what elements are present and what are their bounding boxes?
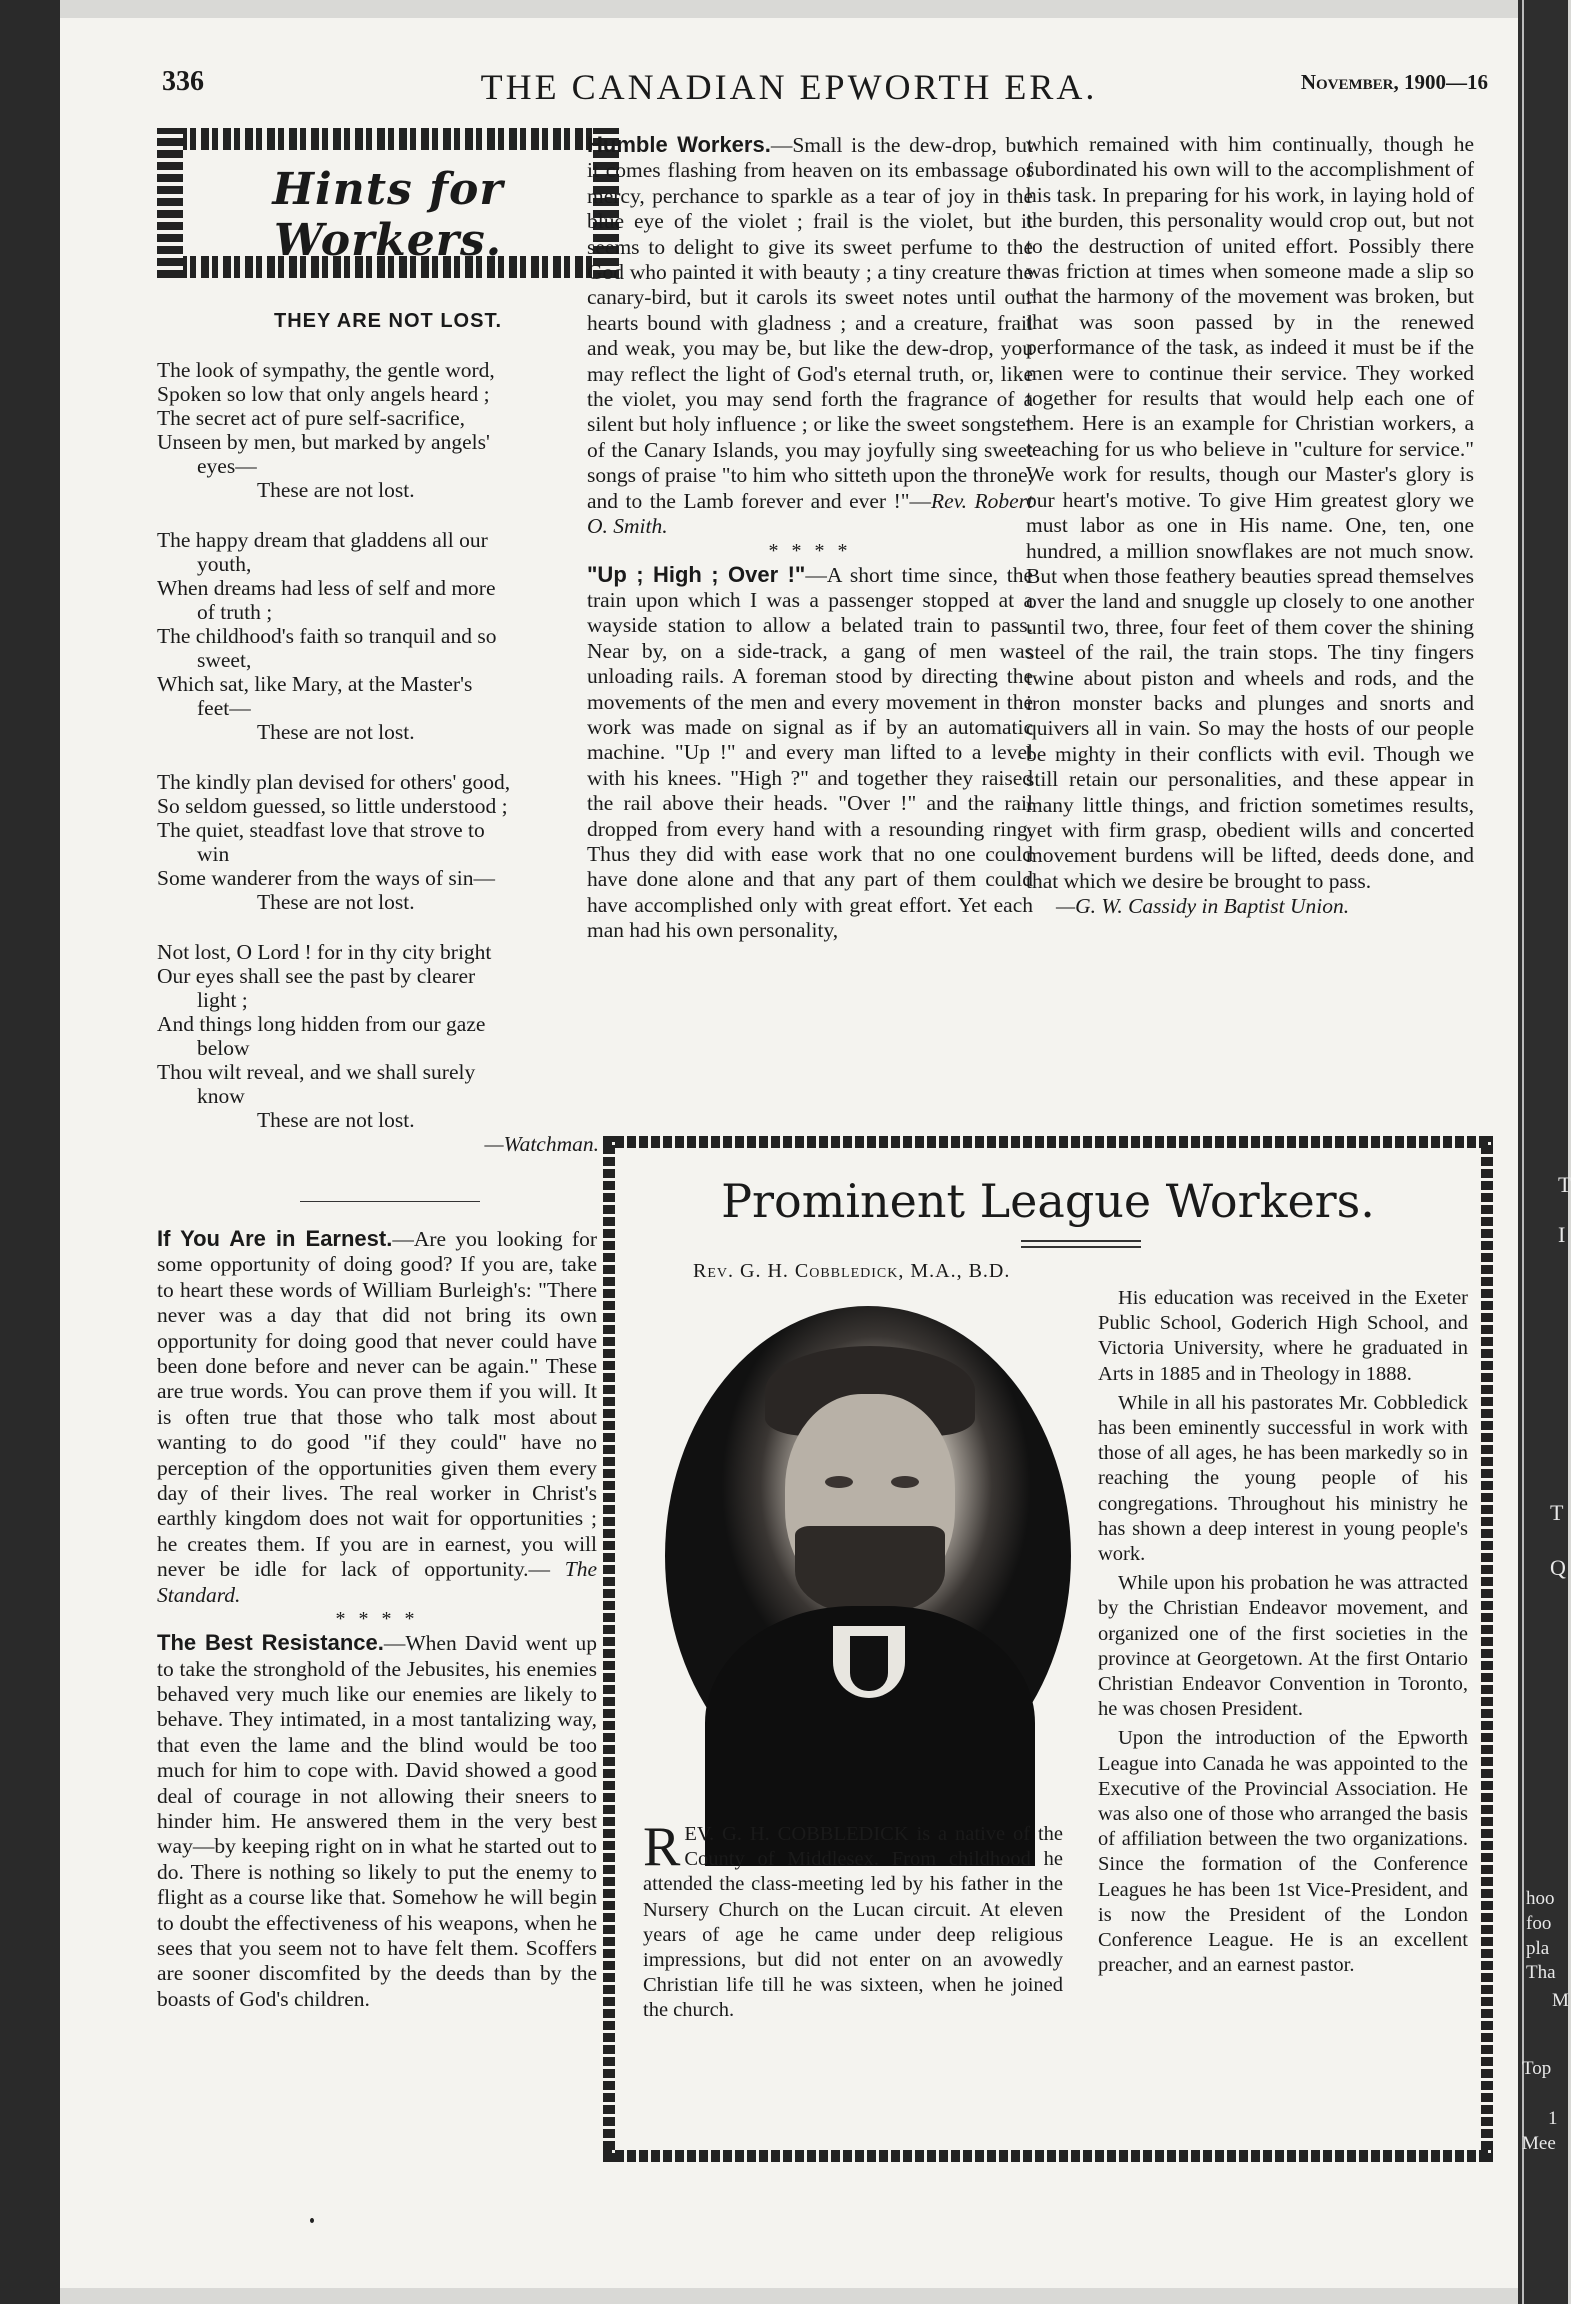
banner-border-left [157,128,183,278]
poem-signature: —Watchman. [484,1132,599,1156]
facing-page-fragment: hoo [1526,1888,1555,1909]
poem-line: Which sat, like Mary, at the Master's [157,672,473,696]
bio-paragraph: Upon the introduction of the Epworth League into Canada he was appointed to the Executive of the Provincial Association. He was also one of those who arranged the basis of affiliation between the two organizations. Since the formation of the Conference Leagues he has been 1st Vice-President, and is now the President of the London Conference League. He is an excellent preacher, and an earnest pastor. [1098,1727,1468,1977]
poem-line: The happy dream that gladdens all our [157,528,488,552]
left-scan-margin [0,0,60,2304]
upover-continued [1026,132,1474,920]
poem-refrain: These are not lost. [257,478,415,502]
poem-line: The quiet, steadfast love that strove to [157,818,485,842]
facing-page-fragment: Tha [1526,1962,1556,1983]
bio-paragraph: While upon his probation he was attracted by the Christian Endeavor movement, and organized one of the first societies in the province at Georgetown. At the first Ontario Christian Endeavor Convention in Toronto, he was chosen President. [1098,1572,1468,1721]
facing-page-fragment: M [1552,1990,1569,2011]
facing-page-fragment: pla [1526,1938,1550,1959]
earnest-article [157,1226,597,2012]
poem-line: So seldom guessed, so little understood ; [157,794,508,818]
issue-date: November, 1900—16 [1300,70,1488,94]
humble-article [587,132,1033,944]
portrait-photo [665,1306,1071,1806]
poem-line: youth, [197,552,252,576]
article-body: which remained with him continually, though he subordinated his own will to the accomplishment of his task. In preparing for his work, in laying hold of the burden, this personality would crop out, but not to the destruction of united effort. Possibly there was friction at times when someone made a slip so that the harmony of the movement was broken, but that was soon passed by in the renewed performance of the task, as indeed it must be if the men were to continue their service. They worked together for results that would help each one of them. Here is an example for Christian workers, a teaching for us who believe in "culture for service." We work for results, though our Master's glory is our heart's motive. To give Him greatest glory we must labor as one in His name. One, ten, one hundred, a million snowflakes are not much snow. But when those feathery beauties spread themselves over the land and snuggle up closely to one another until two, three, four feet of them cover the shining steel of the rail, the train stops. The tiny fingers twine about piston and wheels and rods, and the iron monster backs and plunges and snorts and quivers all in vain. So may the hosts of our people be mighty in their conflicts with evil. Though we still retain our personalities, and these appear in many little things, and friction sometimes results, yet with firm grasp, obedient wills and concerted movement burdens will be lifted, deeds done, and that which we desire be brought to pass. [1026,132,1474,893]
title-rule [1021,1240,1141,1242]
article-body: —When David went up to take the stronghold of the Jebusites, his enemies behaved very much like our enemies are likely to behave. They intimated, in a most tantalizing way, that even the lame and the blind would be too much for him to cope with. David showed a good deal of courage in not allowing their sneers to hinder him. He answered them in the very best way—by keeping right on in what he started out to do. There is nothing so likely to put the enemy to flight as a course like that. Somehow he will begin to doubt the effectiveness of his weapons, when he sees that you seem not to have felt them. Scoffers are sooner discomfited by the deeds than by the boasts of God's children. [157,1631,598,2011]
facing-page-fragment: T [1558,1172,1571,1197]
poem-line: When dreams had less of self and more [157,576,496,600]
poem-line: Some wanderer from the ways of sin— [157,866,495,890]
banner-border-top [157,128,619,150]
poem-stanza [157,940,619,1132]
poem-line: light ; [197,988,248,1012]
article-heading: The Best Resistance. [157,1630,384,1656]
article-source: —G. W. Cassidy in Baptist Union. [1056,894,1350,919]
poem-line: Spoken so low that only angels heard ; [157,382,490,406]
bio-paragraph: While in all his pastorates Mr. Cobbledick has been eminently successful in work with those of all ages, he has been markedly so in reaching the young people of his congregations. Throughout his ministry he has shown a deep interest in young people's work. [1098,1391,1468,1566]
article-body: —Are you looking for some opportunity of doing good? If you are, take to heart these words of William Burleigh's: "There never was a day that did not bring its own opportunity for doing good that never could have been done before and never can be again." These are true words. You can prove them if you will. It is often true that those who talk most about wanting to do good "if they could" have no perception of the opportunities given them every day of their lives. The real worker in Christ's earthly kingdom does not wait for opportunities ; he creates them. If you are in earnest, you will never be idle for lack of opportunity.— [157,1227,597,1582]
stars-divider: * * * * [768,539,852,562]
league-workers-box [603,1136,1493,2162]
page-header [60,66,1518,116]
facing-page-fragment: foo [1526,1913,1552,1934]
bio-paragraph: His education was received in the Exeter Public School, Goderich High School, and Victoria University, where he graduated in Arts in 1885 and in Theology in 1888. [1098,1287,1468,1385]
poem-line: The look of sympathy, the gentle word, [157,358,495,382]
bio-text: EV. G. H. COBBLEDICK is a native of the County of Middlesex. From childhood he attended the class-meeting led by his father in the Nursery Church on the Lucan circuit. At eleven years of age he came under deep religious impressions, but did not enter on an avowedly Christian life till he was sixteen, when he joined the church. [643,1823,1063,2022]
poem-refrain: These are not lost. [257,1108,415,1132]
poem-line: Our eyes shall see the past by clearer [157,964,476,988]
poem-line: Not lost, O Lord ! for in thy city bright [157,940,492,964]
facing-page-fragment: T [1550,1500,1564,1525]
article-heading: "Up ; High ; Over !" [587,561,806,587]
article-source: The Standard. [157,1557,598,1607]
drop-cap: R [643,1816,681,1878]
poem-line: And things long hidden from our gaze [157,1012,486,1036]
box-border-bottom [603,2150,1493,2162]
poem [157,358,619,1156]
article-heading: Humble Workers. [587,132,771,157]
poem-refrain: These are not lost. [257,890,415,914]
poem-line: below [197,1036,250,1060]
facing-page-fragment: 1 [1548,2108,1558,2129]
magazine-page [60,18,1518,2288]
page-number: 336 [162,66,204,97]
banner-title: Hints for Workers. [272,164,504,266]
article-body: —Small is the dew-drop, but it comes flashing from heaven on its embassage of mercy, perchance to sparkle as a tear of joy in the blue eye of the violet ; frail is the violet, but it seems to delight to give its sweet perfume to the God who painted it with beauty ; a tiny creature the canary-bird, but it carols its sweet notes until our hearts bound with gladness ; and a creature, frail and weak, you may be, but like the dew-drop, you may reflect the light of God's eternal truth, or, like the violet, you may send forth the fragrance of a silent but holy influence ; or like the sweet songster of the Canary Islands, you may joyfully sing sweet songs of praise "to him who sitteth upon the throne, and to the Lamb forever and ever !"— [587,133,1033,513]
poem-line: The kindly plan devised for others' good, [157,770,511,794]
facing-page-fragment: Top [1522,2058,1552,2079]
poem-stanza [157,770,619,914]
biography-intro [643,1816,1063,2028]
stars-divider: * * * * [335,1608,419,1631]
poem-line: The childhood's faith so tranquil and so [157,624,497,648]
article-source: Rev. Robert O. Smith. [587,488,1033,539]
poem-line: feet— [197,696,251,720]
poem-line: sweet, [197,648,252,672]
poem-line: know [197,1084,245,1108]
section-divider [300,1201,480,1202]
journal-title: THE CANADIAN EPWORTH ERA. [480,67,1098,107]
facing-page-fragment: Q [1550,1555,1566,1580]
facing-page-fragment: Mee [1522,2133,1556,2154]
poem-line: win [197,842,230,866]
poem-title: THEY ARE NOT LOST. [273,310,503,332]
facing-page-fragment: I [1558,1222,1566,1247]
portrait-caption: Rev. G. H. Cobbledick, M.A., B.D. [693,1260,1011,1282]
box-border-right [1481,1136,1493,2162]
article-heading: If You Are in Earnest. [157,1226,393,1251]
poem-refrain: These are not lost. [257,720,415,744]
box-border-top [603,1136,1493,1148]
poem-stanza [157,358,619,502]
box-title: Prominent League Workers. [721,1174,1375,1228]
poem-line: eyes— [197,454,257,478]
poem-line: Thou wilt reveal, and we shall surely [157,1060,476,1084]
poem-line: Unseen by men, but marked by angels' [157,430,490,454]
box-border-left [603,1136,615,2162]
ink-speck [310,2218,314,2223]
article-body: —A short time since, the train upon which I was a passenger stopped at a wayside station to allow a belated train to pass. Near by, on a side-track, a gang of men was unloading rails. A foreman stood by directing the movements of the men and every movement in the work was made on signal as if by an automatic machine. "Up !" and every man lifted to a level with his knees. "High ?" and together they raised the rail above their heads. "Over !" and the rail dropped from every hand with a resounding ring. Thus they did with ease work that no one could have done alone and that any part of them could have accomplished only with great effort. Yet each man had his own personality, [587,562,1034,943]
poem-stanza [157,528,619,744]
biography-column [1098,1286,1468,1982]
hints-banner [157,128,619,278]
poem-line: of truth ; [197,600,273,624]
poem-line: The secret act of pure self-sacrifice, [157,406,465,430]
title-rule [1021,1246,1141,1248]
